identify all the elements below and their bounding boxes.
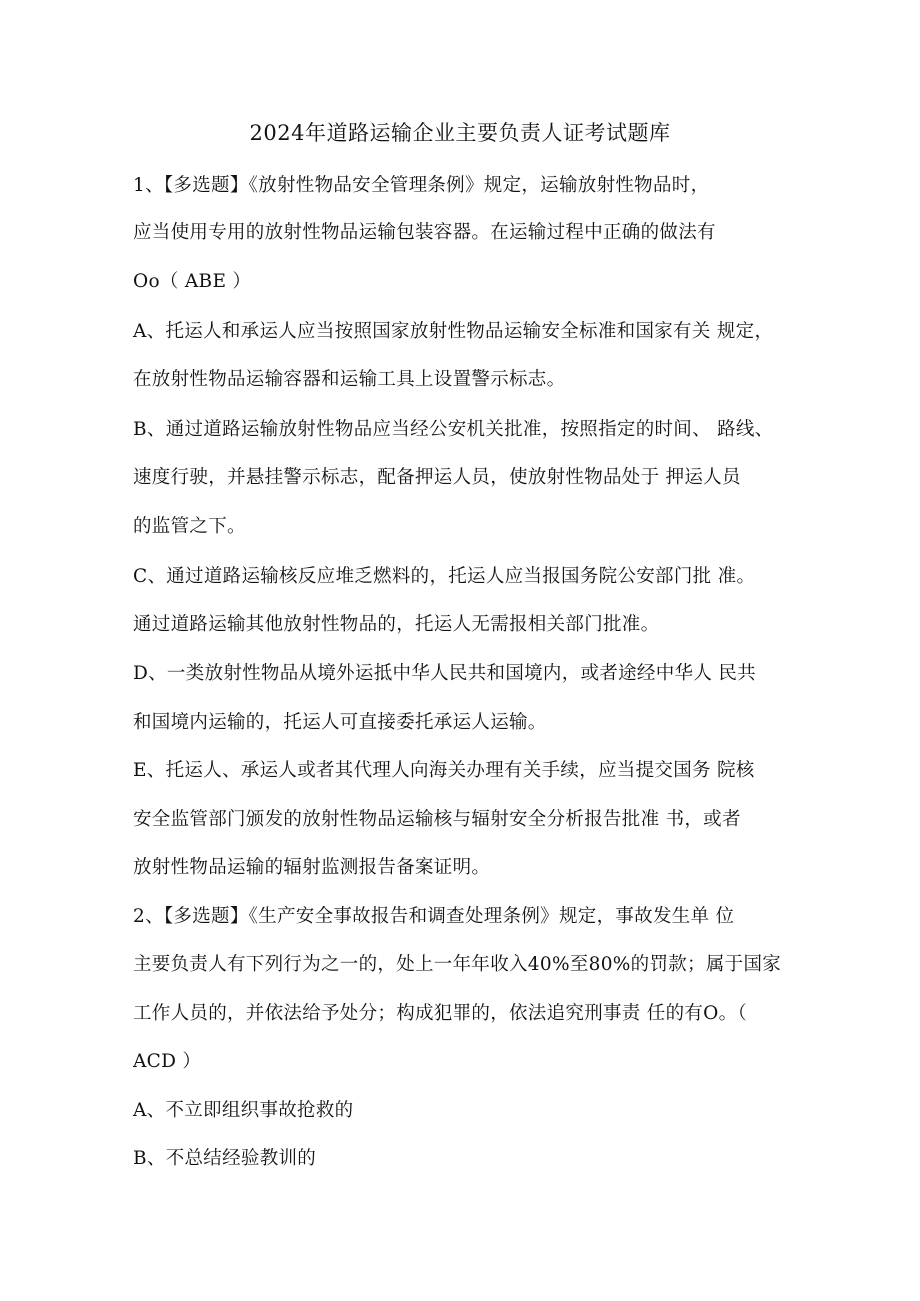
q1-option-d-line-2: 和国境内运输的，托运人可直接委托承运人运输。 xyxy=(133,712,547,733)
q1-option-b-line-2: 速度行驶，并悬挂警示标志，配备押运人员，使放射性物品处于 押运人员 xyxy=(133,467,741,488)
q1-option-b-line-3: 的监管之下。 xyxy=(133,516,246,537)
q1-option-e-line-3: 放射性物品运输的辐射监测报告备案证明。 xyxy=(133,857,491,878)
q1-option-d-line-1: D、一类放射性物品从境外运抵中华人民共和国境内，或者途经中华人 民共 xyxy=(133,663,756,684)
q1-option-a-line-2: 在放射性物品运输容器和运输工具上设置警示标志。 xyxy=(133,369,566,390)
q1-option-c-line-1: C、通过道路运输核反应堆乏燃料的，托运人应当报国务院公安部门批 准。 xyxy=(133,566,756,587)
q1-text-line-1: 1、【多选题】《放射性物品安全管理条例》规定，运输放射性物品时， xyxy=(133,175,710,196)
q2-text-line-1: 2、【多选题】《生产安全事故报告和调查处理条例》规定，事故发生单 位 xyxy=(133,906,735,927)
q2-answer-line: ACD ） xyxy=(133,1051,202,1072)
q2-option-a-line: A、不立即组织事故抢救的 xyxy=(133,1100,354,1121)
q1-option-e-line-1: E、托运人、承运人或者其代理人向海关办理有关手续，应当提交国务 院核 xyxy=(133,760,755,781)
q1-option-a-line-1: A、托运人和承运人应当按照国家放射性物品运输安全标准和国家有关 规定， xyxy=(133,321,774,342)
q1-answer-line: Oo（ ABE ） xyxy=(133,271,252,292)
q2-text-line-3: 工作人员的，并依法给予处分；构成犯罪的，依法追究刑事责 任的有O。（ xyxy=(133,1003,747,1024)
q1-option-e-line-2: 安全监管部门颁发的放射性物品运输核与辐射安全分析报告批准 书，或者 xyxy=(133,809,741,830)
q1-text-line-2: 应当使用专用的放射性物品运输包装容器。在运输过程中正确的做法有 xyxy=(133,222,716,243)
q1-option-b-line-1: B、通过道路运输放射性物品应当经公安机关批准，按照指定的时间、 路线、 xyxy=(133,419,774,440)
q2-text-line-2: 主要负责人有下列行为之一的，处上一年年收入40%至80%的罚款；属于国家 xyxy=(133,954,782,975)
q1-option-c-line-2: 通过道路运输其他放射性物品的，托运人无需报相关部门批准。 xyxy=(133,614,660,635)
q2-option-b-line: B、不总结经验教训的 xyxy=(133,1148,317,1169)
document-title: 2024年道路运输企业主要负责人证考试题库 xyxy=(249,121,671,145)
